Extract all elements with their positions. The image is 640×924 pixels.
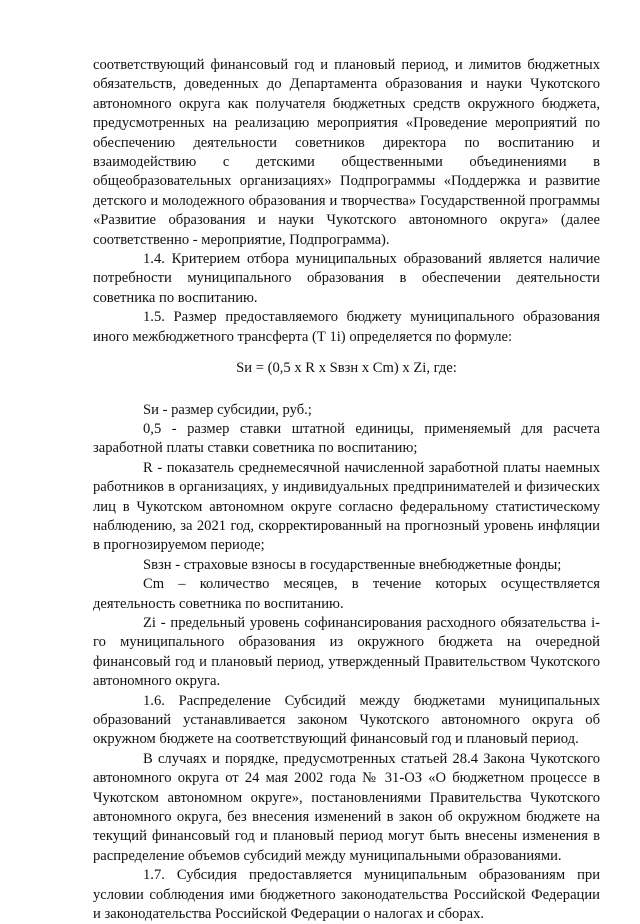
paragraph-1-5: 1.5. Размер предоставляемого бюджету муниципального образования иного межбюджетного трансферта (Т 1i) определяется по формуле: — [93, 309, 600, 345]
formula: Sи = (0,5 х R х Sвзн х Cm) х Zi, где: — [236, 360, 457, 377]
definition-zi: Zi - предельный уровень софинансирования расходного обязательства i-го муниципального образования из окружного бюджета на очередной финансовый год и плановый период, утвержденный Правительством Чукотского автономного округа. — [93, 614, 600, 690]
document-page — [93, 56, 600, 924]
definition-cm: Cm – количество месяцев, в течение которых осуществляется деятельность советника по воспитанию. — [93, 576, 600, 612]
paragraph-cases: В случаях и порядке, предусмотренных статьей 28.4 Закона Чукотского автономного округа от 24 мая 2002 года № 31-ОЗ «О бюджетном процессе в Чукотском автономном округе», постановлениями Правительства Чукотского автономного округа, без внесения изменений в закон об окружном бюджете на текущий финансовый год и плановый период могут быть внесены изменения в распределение объемов субсидий между муниципальными образованиями. — [93, 750, 600, 864]
definition-svzn: Sвзн - страховые взносы в государственные внебюджетные фонды; — [143, 556, 562, 573]
definition-si: Sи - размер субсидии, руб.; — [143, 401, 312, 418]
paragraph-1-7: 1.7. Субсидия предоставляется муниципальным образованиям при условии соблюдения ими бюджетного законодательства Российской Федерации и законодательства Российской Федерации о налогах и сборах. — [93, 867, 600, 923]
definition-rate: 0,5 - размер ставки штатной единицы, применяемый для расчета заработной платы ставки советника по воспитанию; — [93, 420, 600, 457]
paragraph-continuation: соответствующий финансовый год и плановый период, и лимитов бюджетных обязательств, доведенных до Департамента образования и науки Чукотского автономного округа как получателя бюджетных средств окружного бюджета, предусмотренных на реализацию мероприятия «Проведение мероприятий по обеспечению деятельности советников директора по воспитанию и взаимодействию с детскими общественными объединениями в общеобразовательных организациях» Подпрограммы «Поддержка и развитие детского и молодежного образования и творчества» Государственной программы «Развитие образования и науки Чукотского автономного округа» (далее соответственно - мероприятие, Подпрограмма). — [93, 57, 600, 248]
paragraph-1-6: 1.6. Распределение Субсидий между бюджетами муниципальных образований устанавливается законом Чукотского автономного округа об окружном бюджете на соответствующий финансовый год и плановый период. — [93, 692, 600, 748]
definition-r: R - показатель среднемесячной начисленной заработной платы наемных работников в организациях, у индивидуальных предпринимателей и физических лиц в Чукотском автономном округе согласно федеральному статистическому наблюдению, за 2021 год, скорректированный на прогнозный уровень инфляции в прогнозируемом периоде; — [93, 459, 600, 554]
paragraph-1-4: 1.4. Критерием отбора муниципальных образований является наличие потребности муниципального образования в обеспечении деятельности советника по воспитанию. — [93, 251, 600, 306]
